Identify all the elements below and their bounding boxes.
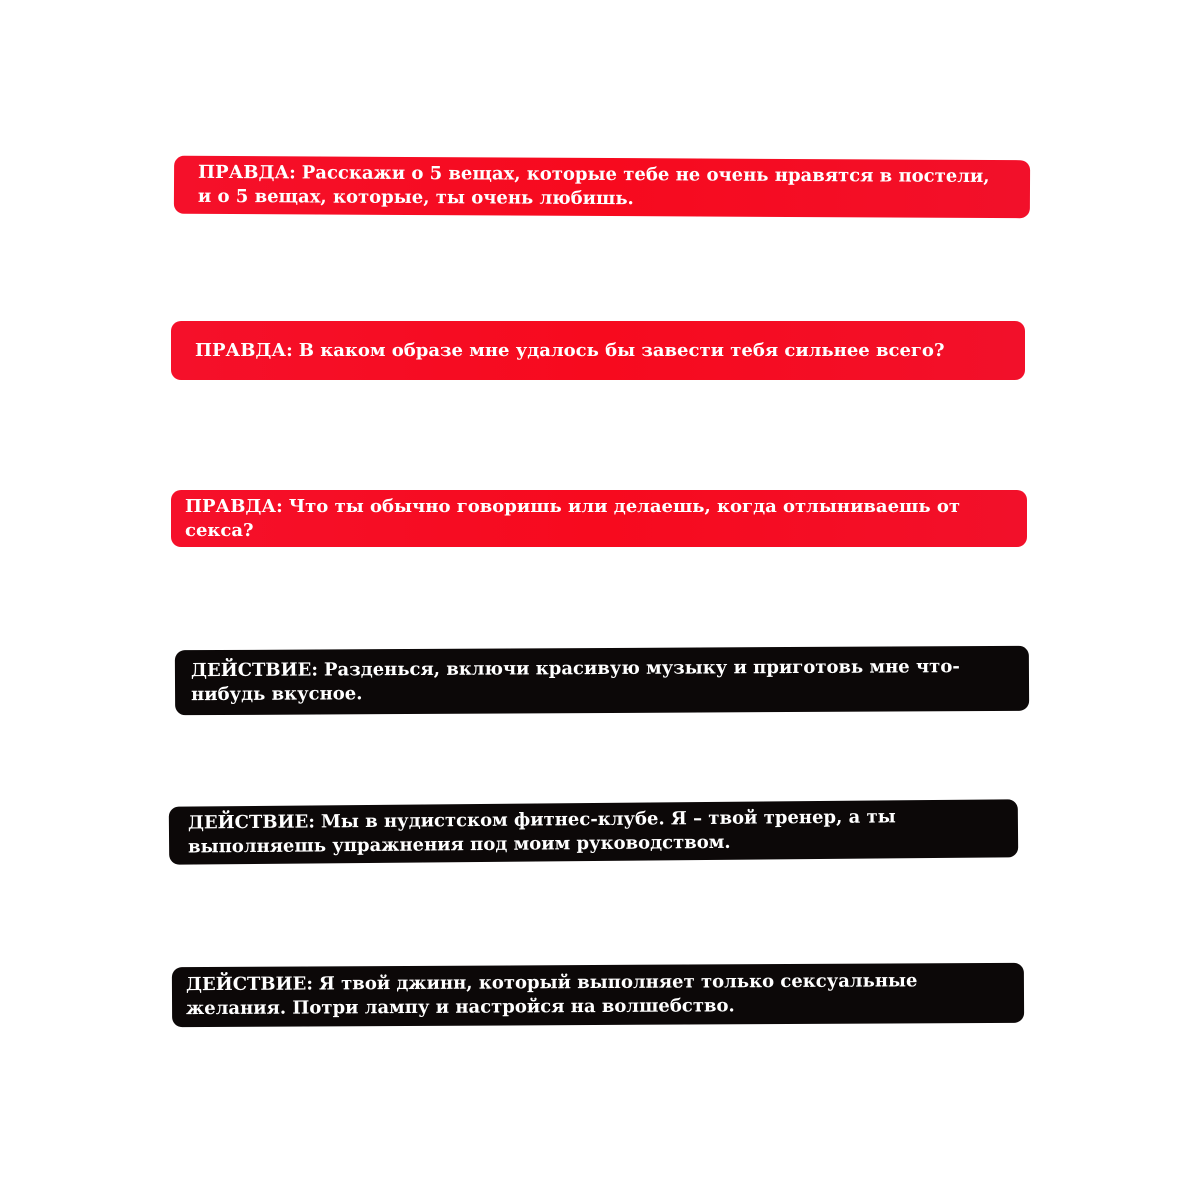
card-label: ДЕЙСТВИЕ: [190, 658, 319, 681]
truth-card-1 [174, 156, 1030, 218]
card-label: ПРАВДА: [198, 161, 296, 184]
dare-card-1 [175, 646, 1029, 715]
card-body: Мы в нудистском фитнес-клубе. Я – твой тренер, а ты выполняешь упражнения под моим руководством. [188, 806, 896, 858]
card-label: ДЕЙСТВИЕ: [187, 811, 316, 834]
card-body: Что ты обычно говоришь или делаешь, когда отлыниваешь от секса? [185, 495, 961, 541]
card-label: ПРАВДА: [195, 339, 293, 361]
card-label: ПРАВДА: [185, 495, 283, 517]
dare-card-3 [172, 963, 1024, 1027]
dare-card-2 [169, 799, 1018, 864]
truth-card-2 [171, 321, 1025, 380]
card-text [195, 339, 1001, 363]
card-body: Я твой джинн, который выполняет только сексуальные желания. Потри лампу и настройся на волшебство. [186, 970, 918, 1020]
card-body: В каком образе мне удалось бы завести тебя сильнее всего? [298, 339, 945, 361]
card-text [188, 805, 994, 860]
card-text [185, 495, 1003, 543]
card-text [198, 161, 1006, 213]
card-body: Расскажи о 5 вещах, которые тебе не очень нравятся в постели, и о 5 вещах, которые, ты очень любишь. [197, 162, 990, 210]
card-text [186, 969, 1000, 1021]
truth-card-3 [171, 490, 1027, 547]
card-body: Разденься, включи красивую музыку и приготовь мне что-нибудь вкусное. [191, 655, 960, 705]
card-text [191, 654, 1005, 706]
card-label: ДЕЙСТВИЕ: [185, 973, 314, 996]
